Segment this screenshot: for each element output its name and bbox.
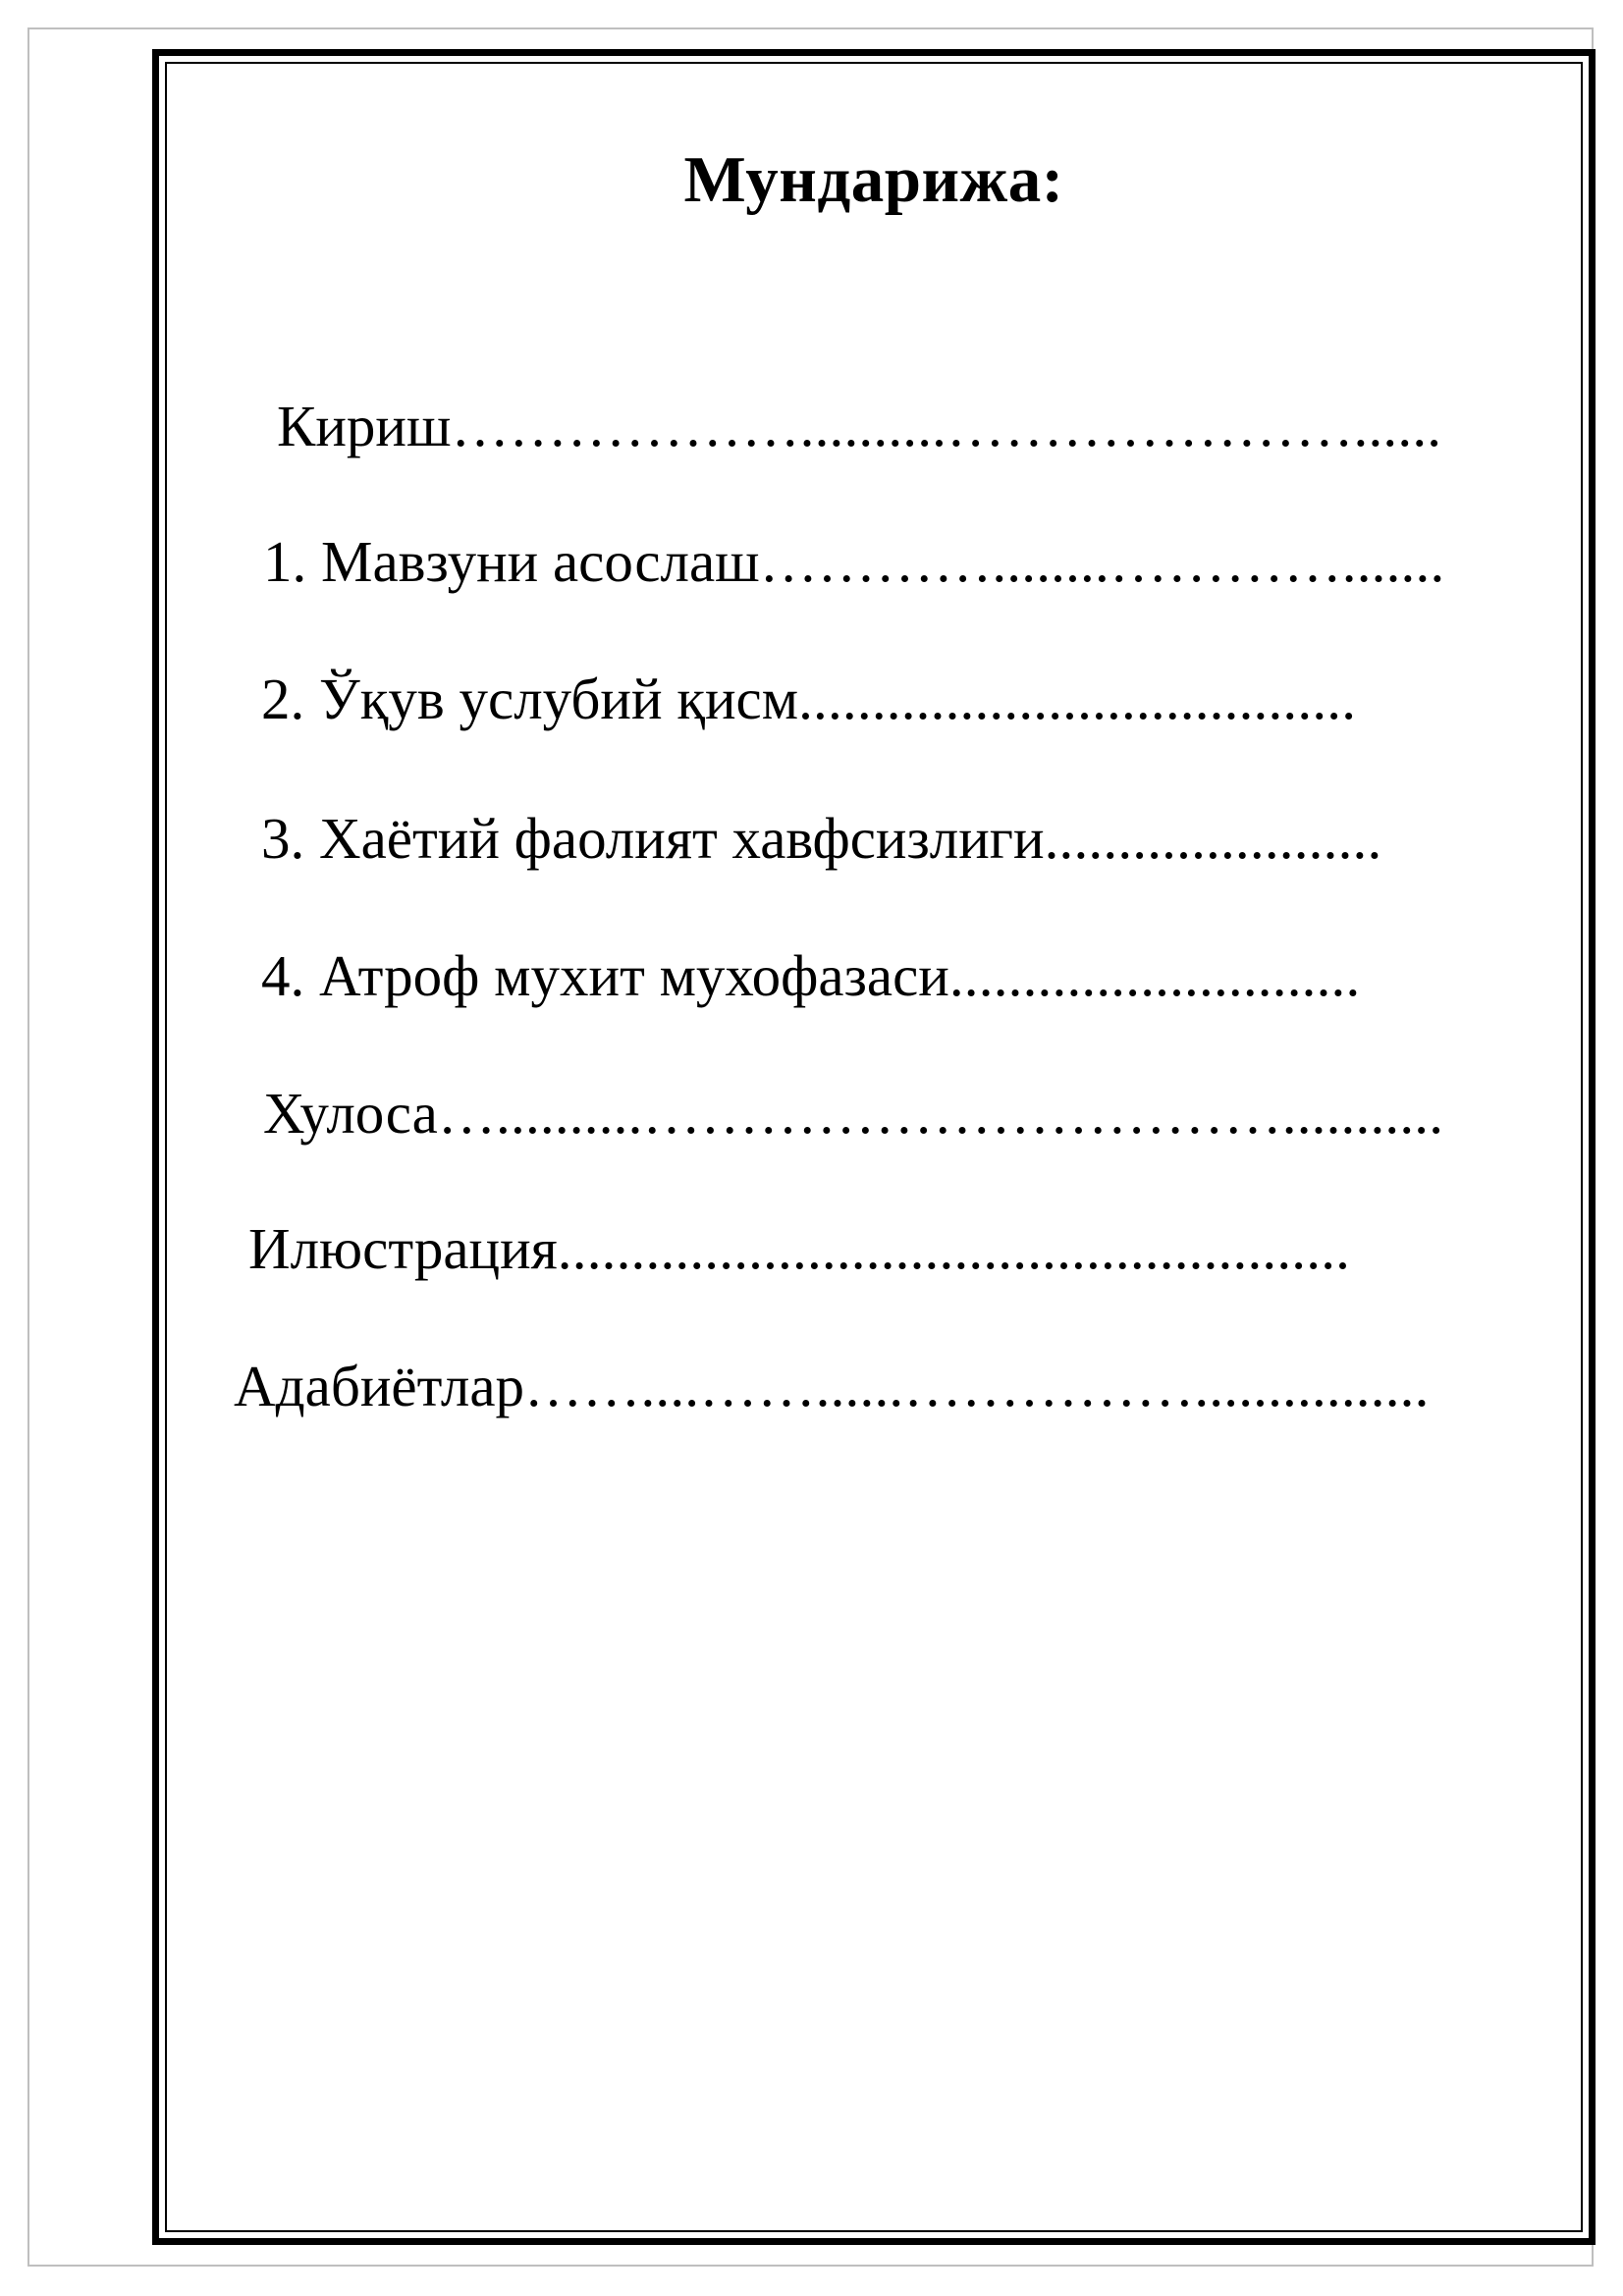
toc-item-illustration [248,1213,1350,1284]
toc-item-leader: ...................................................... [557,1216,1351,1281]
toc-item-leader: …..........……………………………........... [437,1081,1444,1146]
toc-item-life-safety [261,803,1381,874]
toc-item-educational-methodical-part [261,664,1356,734]
toc-item-label: 3. Хаётий фаолият хавфсизлиги [261,806,1045,871]
toc-item-leader: ............................ [948,943,1361,1008]
toc-item-leader: ...................................... [798,667,1357,731]
toc-item-label: Кириш [277,394,452,458]
toc-item-leader: ………………..........…………………...... [451,394,1442,458]
toc-item-label: 1. Мавзуни асослаш [263,529,760,594]
toc-item-label: Хулоса [263,1081,438,1146]
toc-item-environmental-protection [261,940,1360,1011]
toc-item-introduction [277,391,1441,461]
toc-item-leader: ……....……......……………................ [524,1354,1430,1418]
toc-item-leader: …………........…………....... [759,529,1445,594]
toc-item-conclusion [263,1078,1443,1148]
page-title: Мундарижа: [683,143,1064,216]
toc-item-label: 2. Ўқув услубий қисм [261,667,799,731]
toc-item-label: 4. Атроф мухит мухофазаси [261,943,949,1008]
toc-item-leader: ....................... [1044,806,1382,871]
toc-item-references [234,1351,1430,1421]
toc-item-topic-justification [263,526,1444,597]
toc-item-label: Адабиётлар [234,1354,525,1418]
toc-item-label: Илюстрация [248,1216,558,1281]
